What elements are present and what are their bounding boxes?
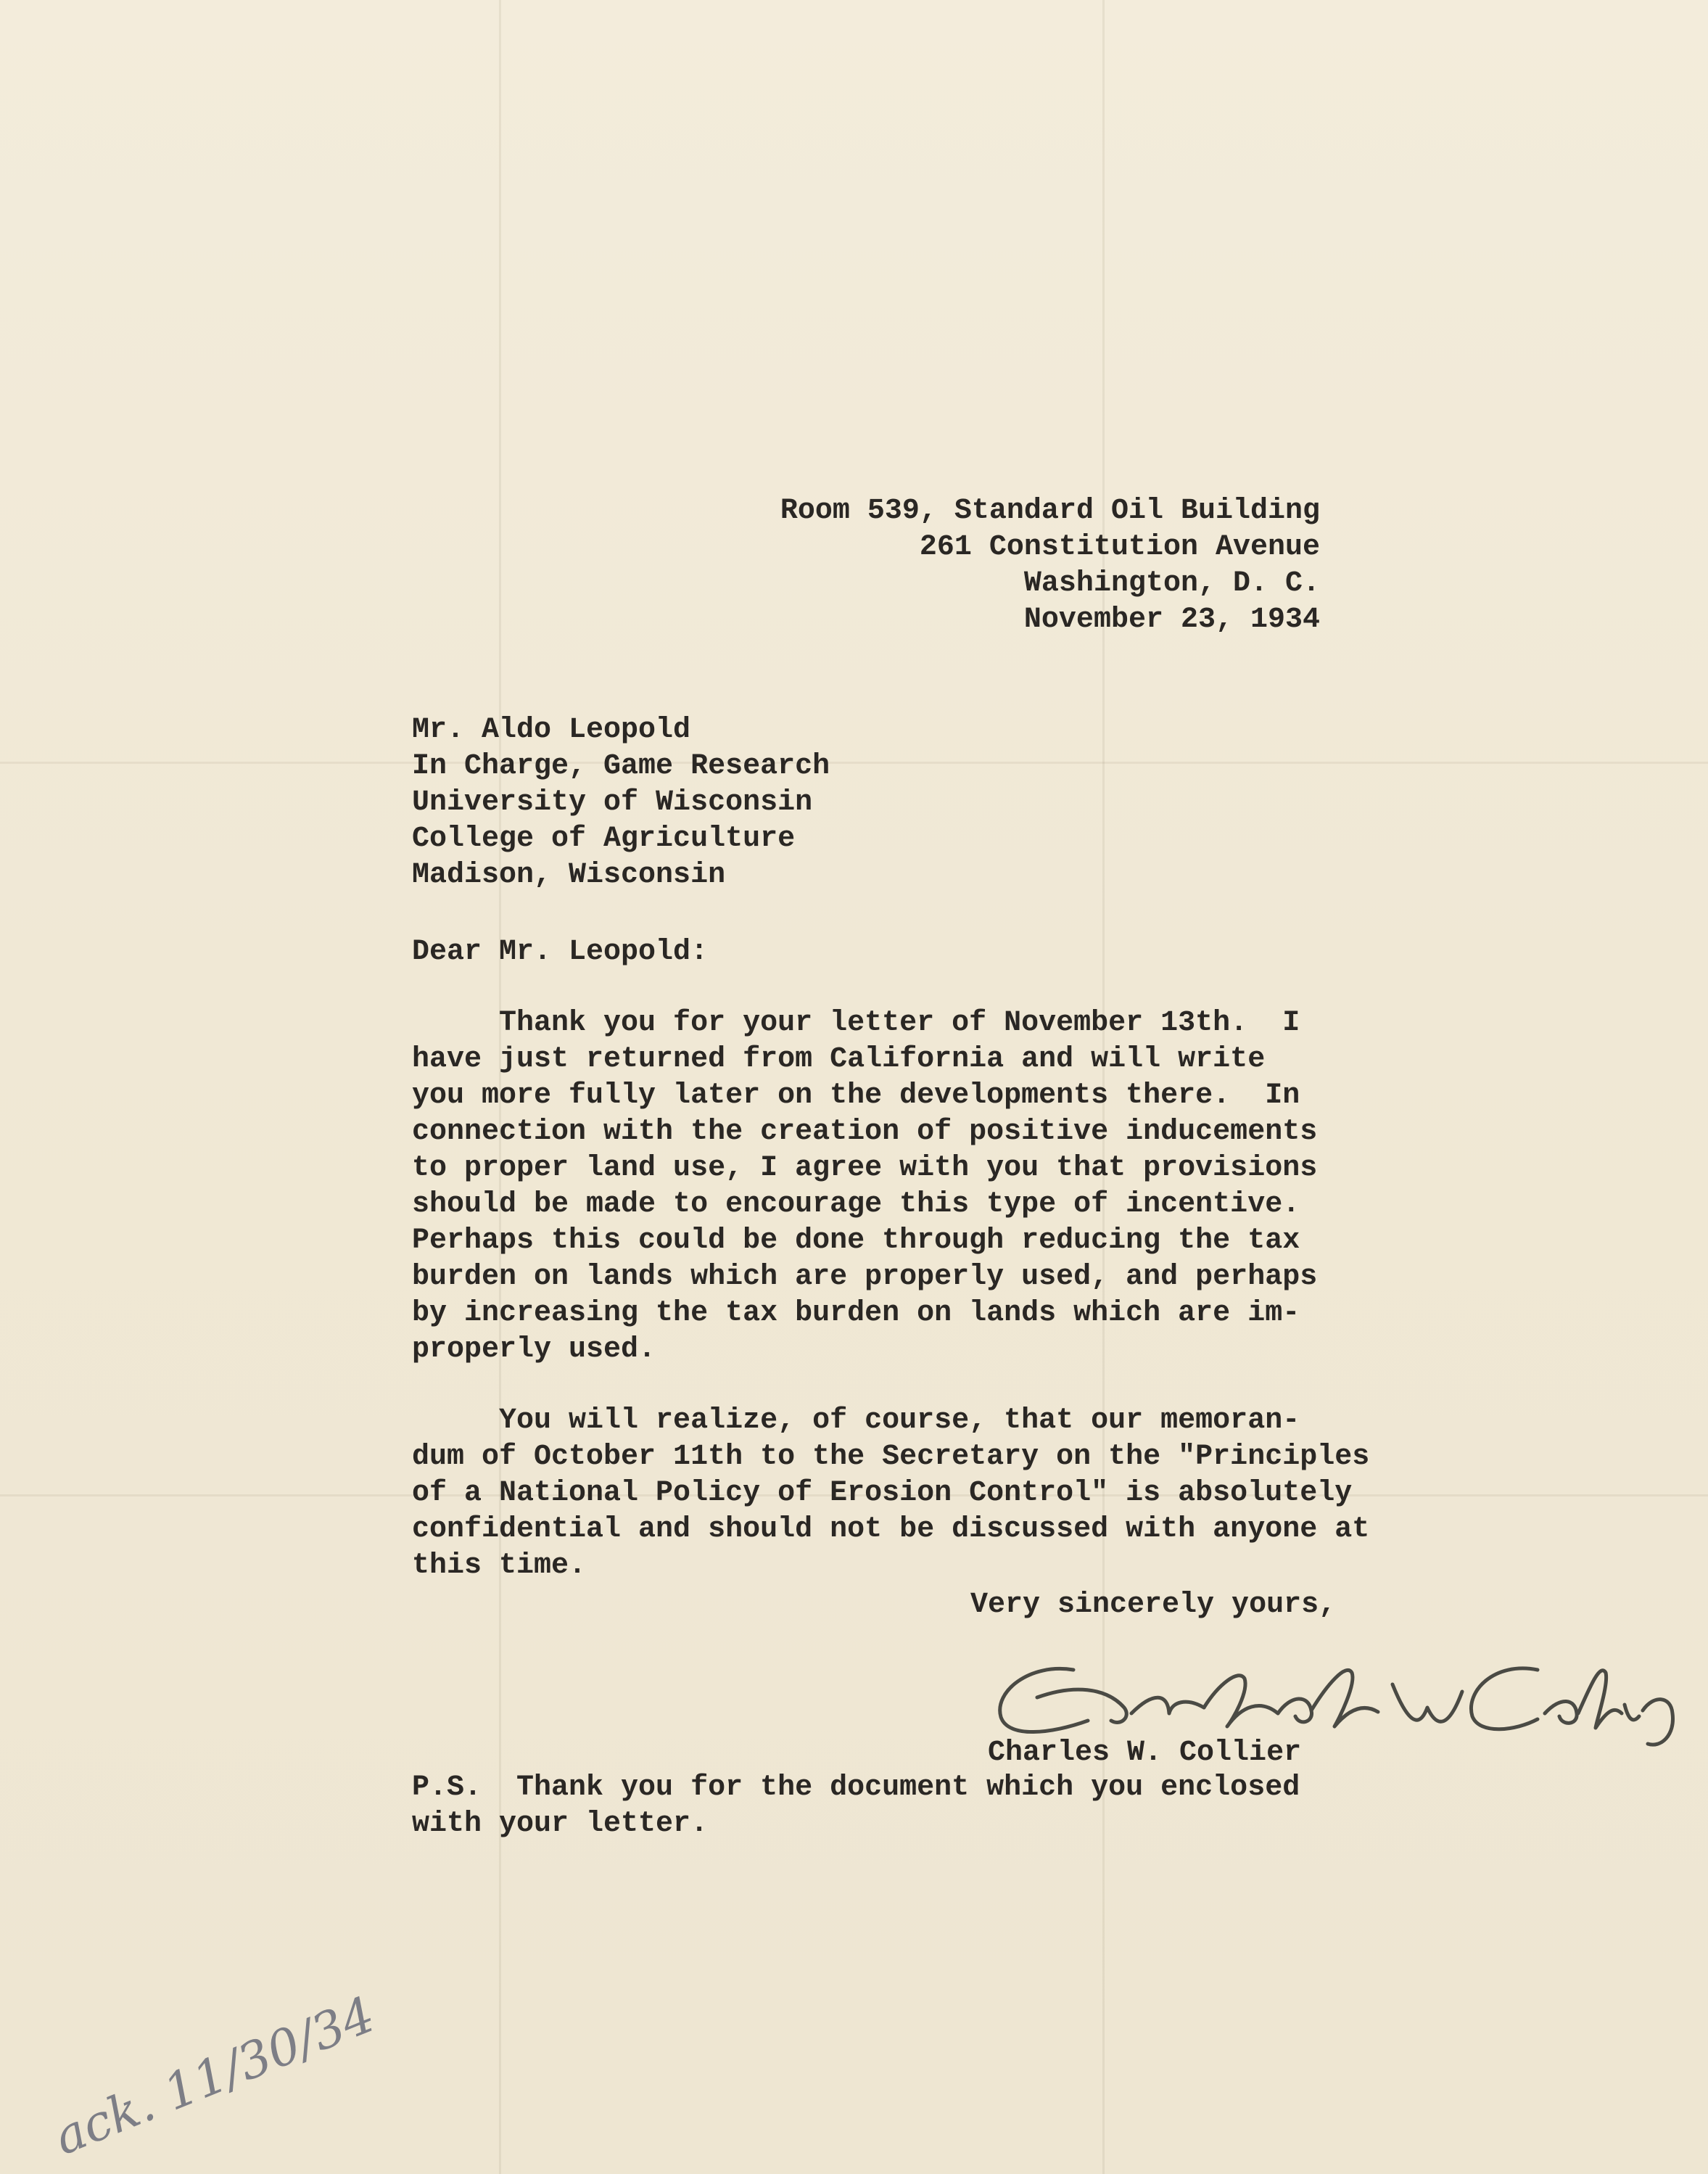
- signer-block: [988, 1735, 1301, 1771]
- signature-stroke: [1311, 1670, 1378, 1726]
- body-line: Thank you for your letter of November 13th. I: [412, 1007, 1300, 1039]
- signature-stroke: [1625, 1705, 1639, 1720]
- recipient-line: In Charge, Game Research: [412, 750, 830, 783]
- sender-address-line: 261 Constitution Avenue: [919, 531, 1320, 564]
- signature-stroke: [1278, 1699, 1312, 1722]
- handwritten-signature: [986, 1641, 1697, 1750]
- body-line: by increasing the tax burden on lands which are im-: [412, 1297, 1300, 1330]
- body-line: connection with the creation of positive inducements: [412, 1116, 1318, 1148]
- signature-text: Charles W. Collier: [986, 1641, 994, 1642]
- body-line: have just returned from California and will write: [412, 1043, 1266, 1076]
- signer-name: Charles W. Collier: [988, 1737, 1302, 1769]
- postscript: [412, 1770, 1300, 1842]
- signature-stroke: [1000, 1668, 1088, 1732]
- body-line: burden on lands which are properly used, and perhaps: [412, 1261, 1318, 1293]
- sender-address-block: [780, 493, 1320, 638]
- body-line: you more fully later on the developments there. In: [412, 1079, 1300, 1112]
- recipient-line: Mr. Aldo Leopold: [412, 714, 691, 746]
- postscript-line: with your letter.: [412, 1808, 709, 1840]
- body-line: You will realize, of course, that our memoran-: [412, 1404, 1300, 1437]
- closing-text: Very sincerely yours,: [970, 1589, 1337, 1621]
- recipient-line: College of Agriculture: [412, 823, 796, 855]
- ack-note-text: ack. 11/30/34: [46, 1986, 383, 2167]
- body-line: to proper land use, I agree with you that provisions: [412, 1152, 1318, 1185]
- recipient-address-block: [412, 712, 830, 894]
- sender-address-line: Room 539, Standard Oil Building: [780, 495, 1320, 527]
- signature-stroke: [1578, 1671, 1622, 1728]
- signature-stroke: [1643, 1700, 1673, 1745]
- signature-stroke: [1393, 1684, 1462, 1721]
- body-line: of a National Policy of Erosion Control" is absolutely: [412, 1477, 1353, 1510]
- body-paragraph-2: [412, 1403, 1369, 1584]
- letter-date: November 23, 1934: [1023, 604, 1320, 636]
- recipient-line: Madison, Wisconsin: [412, 859, 726, 892]
- recipient-line: University of Wisconsin: [412, 786, 813, 819]
- body-paragraph-1: [412, 1005, 1317, 1368]
- paper-fold-horizontal: [0, 762, 1708, 764]
- signature-stroke: [1131, 1697, 1204, 1713]
- salutation: [412, 934, 708, 971]
- body-line: Perhaps this could be done through reducing the tax: [412, 1224, 1300, 1257]
- body-line: dum of October 11th to the Secretary on the "Principles: [412, 1441, 1370, 1473]
- postscript-line: P.S. Thank you for the document which you enclosed: [412, 1771, 1300, 1804]
- signature-stroke: [1471, 1668, 1538, 1729]
- signature-stroke: [1204, 1676, 1278, 1726]
- complimentary-close: [970, 1587, 1336, 1623]
- body-line: properly used.: [412, 1333, 656, 1366]
- handwritten-acknowledgement: [0, 1980, 383, 2167]
- salutation-text: Dear Mr. Leopold:: [412, 936, 709, 968]
- signature-stroke: [1037, 1689, 1126, 1722]
- body-line: this time.: [412, 1549, 587, 1582]
- signature-stroke: [1545, 1701, 1577, 1723]
- body-line: should be made to encourage this type of incentive.: [412, 1188, 1300, 1221]
- sender-address-line: Washington, D. C.: [1023, 567, 1320, 600]
- body-line: confidential and should not be discussed with anyone at: [412, 1513, 1370, 1546]
